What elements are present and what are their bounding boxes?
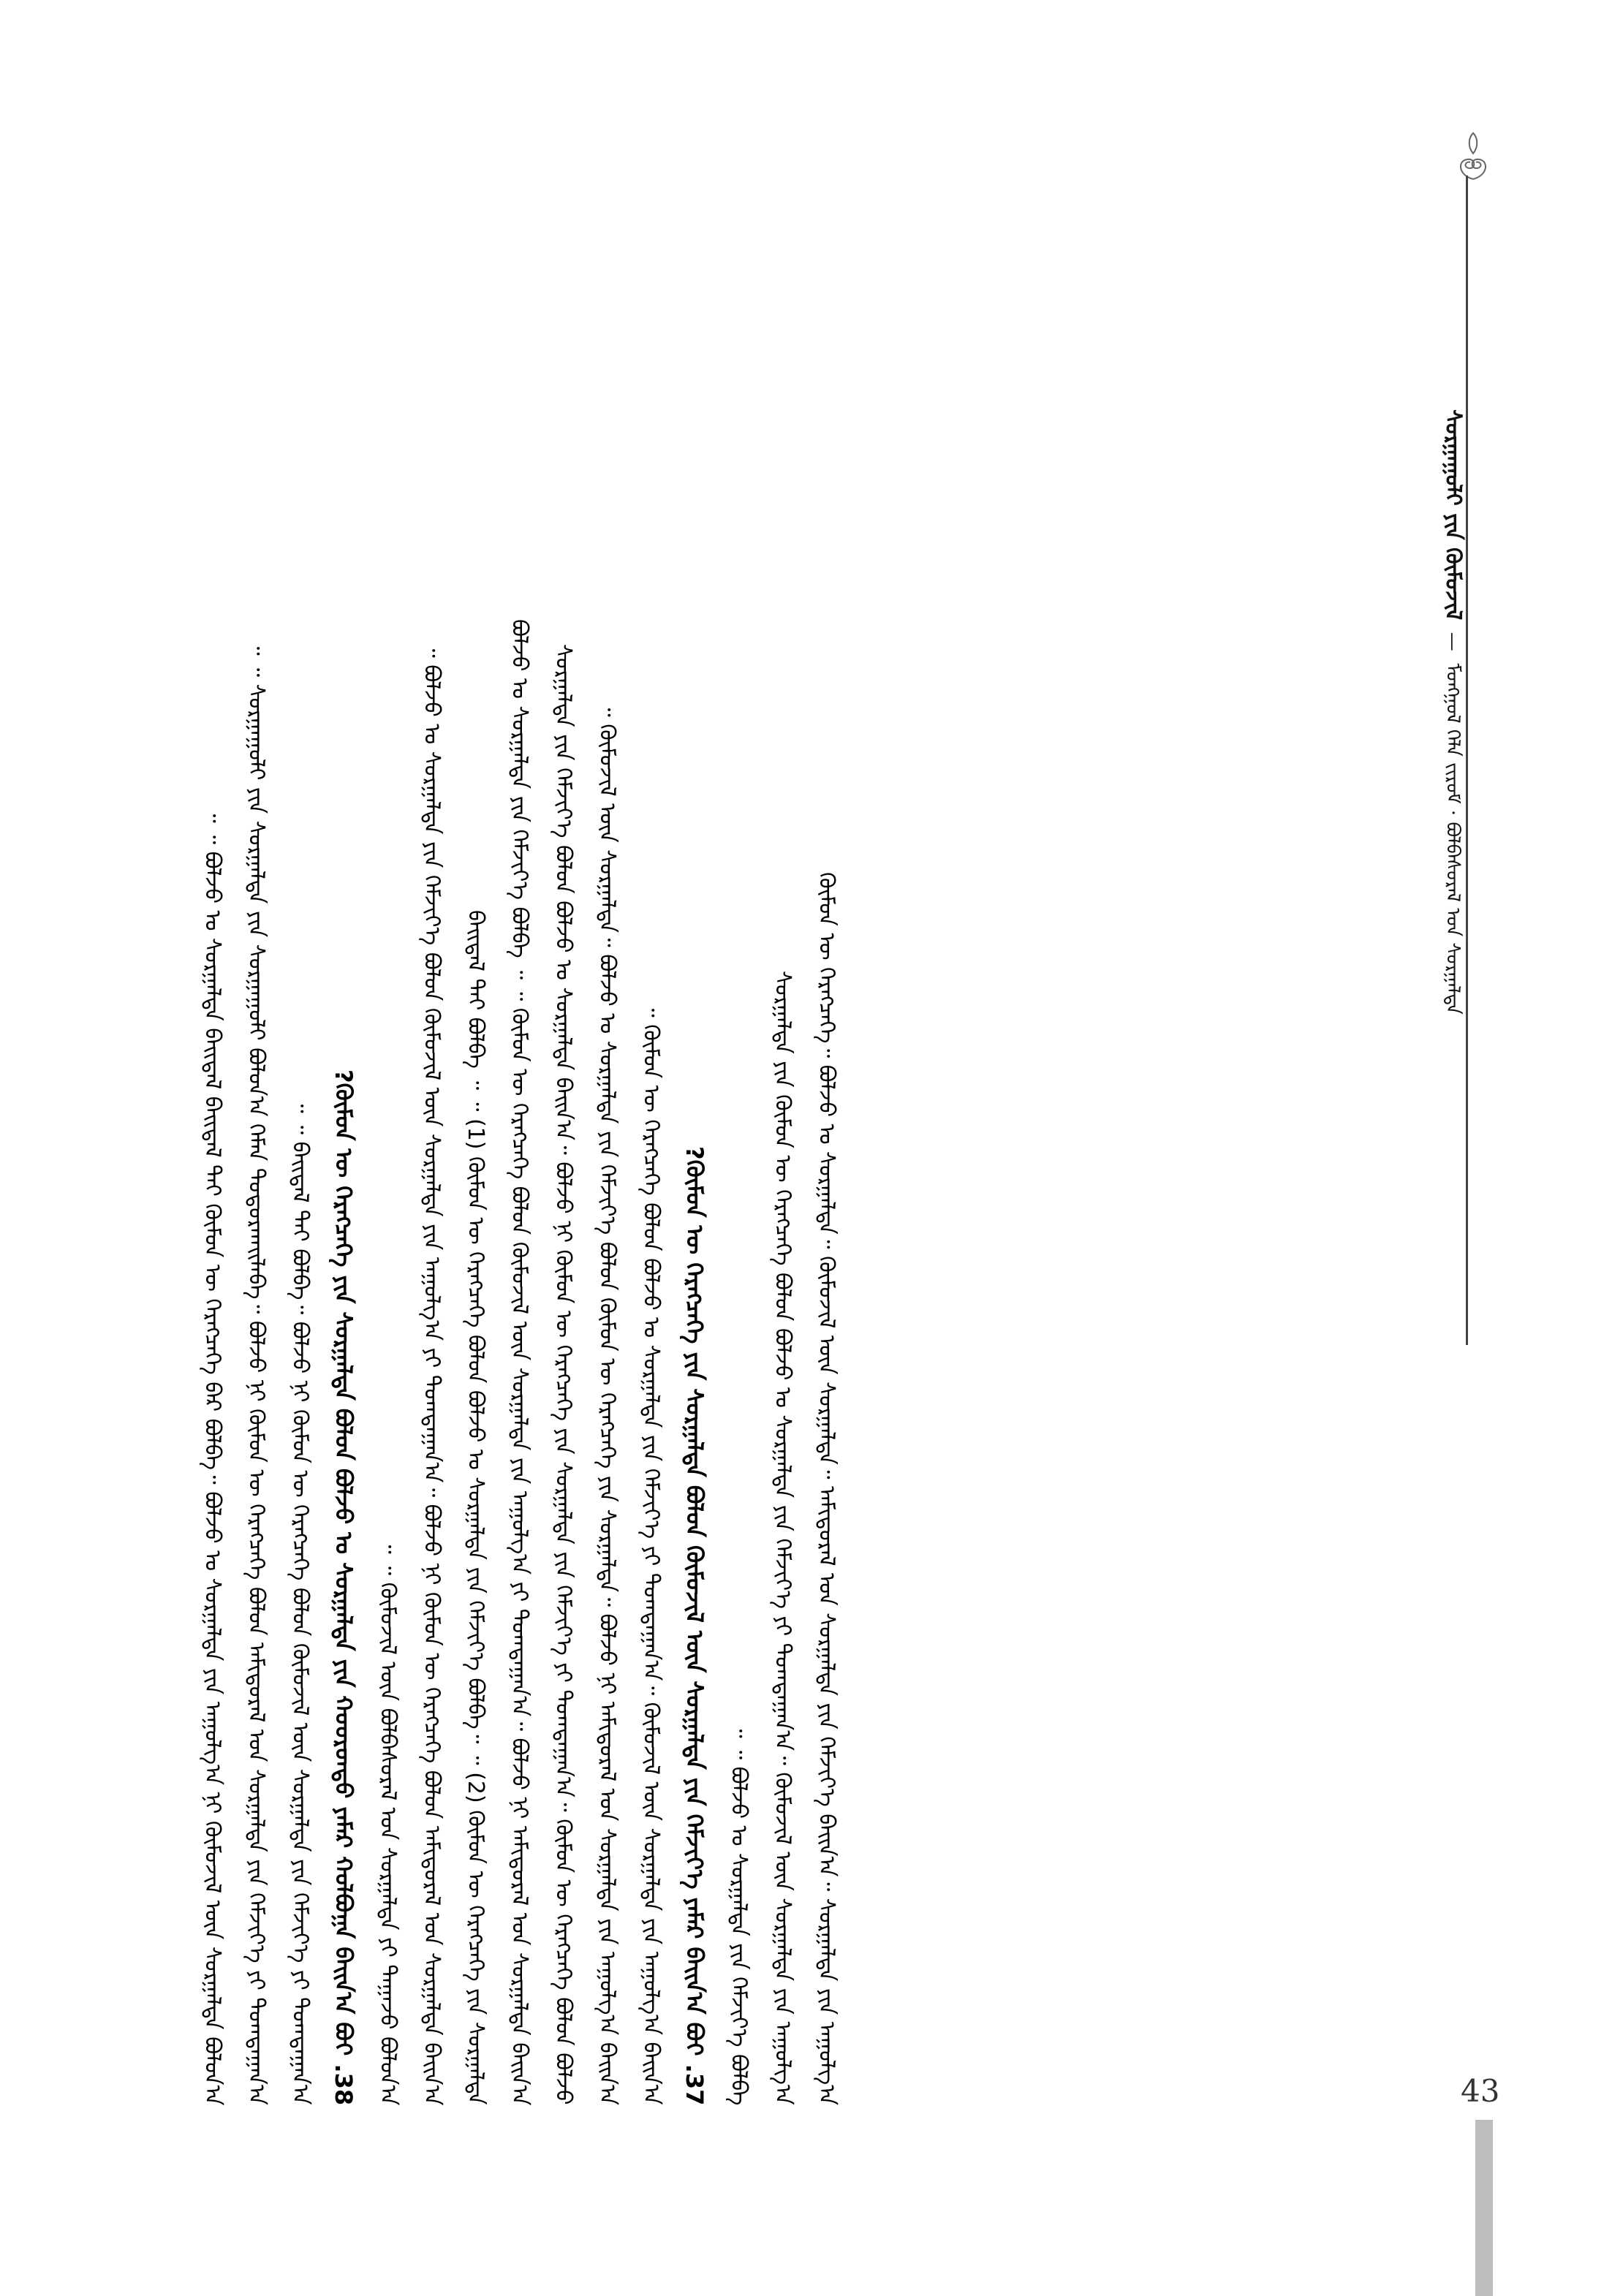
running-head-title: ᠰᠤᠷᠭᠠᠭᠤᠯᠢ ᠶᠢᠨ ᠬᠦᠮᠦᠵᠢᠯ	[1440, 409, 1466, 621]
page-number: 43	[1461, 2073, 1500, 2109]
page-edge-bar	[1475, 2120, 1493, 2296]
text-column: ᠬᠦᠮᠦᠨ ᠦ ᠬᠡᠷᠡᠭᠴᠡᠭᠡ ᠪᠣᠯᠤᠨ ᠪᠣᠯᠵᠤ ᠤ ᠰᠤᠷᠭᠠᠯᠲᠠ ᠶᠢᠨ ᠬᠡᠮᠵᠢᠶ᠎ᠡ ᠶᠢ ᠲᠣᠭᠲᠠᠭᠠᠨ᠎ᠠ᠃ ᠬᠦᠮᠦᠵᠢᠯ ᠦᠨ ᠰᠤᠷᠭᠠᠯᠲᠠ ᠶᠢᠨ ᠠᠭᠤᠯᠭ᠎ᠠ ᠪᠠᠢᠨ᠎ᠠ ᠃	[638, 1003, 664, 2105]
header-rule	[1466, 175, 1468, 1345]
question-heading-38: 38. ᠬᠦᠮᠦᠨ ᠦ ᠬᠡᠷᠡᠭᠴᠡᠭᠡ ᠶᠢᠨ ᠰᠤᠷᠭᠠᠯᠲᠠ ᠪᠣᠯᠤᠨ ᠪᠣᠯᠵᠤ ᠤ ᠰᠤᠷᠭᠠᠯᠲᠠ ᠶᠢᠨ ᠬᠣᠤᠷᠤᠨᠳᠤ ᠶᠠᠮᠠᠷ ᠬᠣᠯᠪᠣᠭᠠ ᠪᠠᠢᠨ᠎ᠠ ᠪᠤᠢ?	[330, 1069, 357, 2105]
text-column: ᠰᠤᠷᠭᠠᠯᠲᠠ ᠶᠢᠨ ᠬᠦᠮᠦᠨ ᠦ ᠬᠡᠷᠡᠭᠴᠡᠭᠡ ᠪᠣᠯᠤᠨ ᠪᠣᠯᠵᠤ ᠤ ᠰᠤᠷᠭᠠᠯᠲᠠ ᠶᠢᠨ ᠬᠡᠮᠵᠢᠶ᠎ᠡ ᠶᠢ ᠲᠣᠭᠲᠠᠭᠠᠨ᠎ᠠ᠃ ᠬᠦᠮᠦᠵᠢᠯ ᠦᠨ ᠰᠤᠷᠭᠠᠯᠲᠠ ᠶᠢᠨ ᠠᠭᠤᠯᠭ᠎ᠠ	[770, 971, 795, 2105]
text-column: ᠪᠣᠯᠵᠤ ᠤ ᠰᠤᠷᠭᠠᠯᠲᠠ ᠶᠢᠨ ᠬᠡᠮᠵᠢᠶ᠎ᠡ ᠪᠣᠯᠤᠨ ᠬᠦᠮᠦᠵᠢᠯ ᠦᠨ ᠰᠤᠷᠭᠠᠯᠲᠠ ᠶᠢᠨ ᠠᠭᠤᠯᠭ᠎ᠠ ᠶᠢ ᠲᠣᠭᠲᠠᠭᠠᠨ᠎ᠠ᠃ ᠪᠣᠯᠵᠤ ᠨᠢ ᠬᠦᠮᠦᠨ ᠦ ᠬᠡᠷᠡᠭᠴᠡᠭᠡ ᠪᠣᠯᠤᠨ ᠠᠮᠢᠳᠤᠷᠠᠯ ᠤᠨ ᠰᠤᠷᠭᠠᠯᠲᠠ ᠪᠠᠢᠨ᠎ᠠ ᠃	[419, 643, 444, 2105]
text-column: ᠪᠣᠯᠵᠤ ᠤ ᠰᠤᠷᠭᠠᠯᠲᠠ ᠶᠢᠨ ᠬᠡᠮᠵᠢᠶ᠎ᠡ ᠪᠣᠯᠪᠠ ᠃ ᠃	[726, 1723, 752, 2105]
header-ornament-icon	[1451, 124, 1495, 183]
running-head: ᠰᠤᠷᠭᠠᠭᠤᠯᠢ ᠶᠢᠨ ᠬᠦᠮᠦᠵᠢᠯ — ᠮᠣᠩᠭᠣᠯ ᠬᠡᠯᠡ ᠵᠢᠷᠤᠮ · ᠪᠣᠯᠪᠠᠰᠤᠷᠠᠯ ᠤᠨ ᠰᠤᠷᠭᠠᠯᠲᠠ	[1440, 409, 1466, 1015]
question-heading-37: 37. ᠬᠦᠮᠦᠨ ᠦ ᠬᠡᠷᠡᠭᠴᠡᠭᠡ ᠶᠢᠨ ᠰᠤᠷᠭᠠᠯᠲᠠ ᠪᠣᠯᠤᠨ ᠬᠦᠮᠦᠵᠢᠯ ᠦᠨ ᠰᠤᠷᠭᠠᠯᠲᠠ ᠶᠢᠨ ᠬᠡᠮᠵᠢᠶ᠎ᠡ ᠶᠠᠮᠠᠷ ᠪᠠᠢᠨ᠎ᠠ ᠪᠤᠢ?	[681, 1145, 708, 2105]
text-column: ᠪᠣᠯᠵᠤ ᠤ ᠰᠤᠷᠭᠠᠯᠲᠠ ᠪᠠᠢᠳᠠᠯ ᠪᠠᠢᠳᠠᠯ ᠲᠠᠢ ᠬᠦᠮᠦᠨ ᠦ ᠬᠡᠷᠡᠭᠴᠡᠭᠡ ᠪᠡᠷ ᠪᠣᠯᠪᠠ᠃ ᠪᠣᠯᠵᠤ ᠤ ᠰᠤᠷᠭᠠᠯᠲᠠ ᠶᠢᠨ ᠠᠭᠤᠯᠭ᠎ᠠ ᠨᠢ ᠬᠦᠮᠦᠵᠢᠯ ᠦᠨ ᠰᠤᠷᠭᠠᠯᠲᠠ ᠪᠣᠯᠤᠨ᠎ᠠ ᠃ ᠃	[200, 808, 225, 2105]
page-body	[190, 234, 1404, 2105]
text-column: ᠰᠤᠷᠭᠠᠯᠲᠠ ᠶᠢᠨ ᠬᠡᠮᠵᠢᠶ᠎ᠡ ᠪᠣᠯᠤᠨ ᠪᠣᠯᠵᠤ ᠤ ᠰᠤᠷᠭᠠᠯᠲᠠ ᠪᠠᠢᠨ᠎ᠠ᠃ ᠪᠣᠯᠵᠤ ᠨᠢ ᠬᠦᠮᠦᠨ ᠦ ᠬᠡᠷᠡᠭᠴᠡᠭᠡ ᠶᠢᠨ ᠰᠤᠷᠭᠠᠯᠲᠠ ᠶᠢᠨ ᠬᠡᠮᠵᠢᠶ᠎ᠡ ᠶᠢ ᠲᠣᠭᠲᠠᠭᠠᠨ᠎ᠠ᠃ ᠬᠦᠮᠦᠨ ᠦ ᠬᠡᠷᠡᠭᠴᠡᠭᠡ ᠪᠣᠯᠤᠨ ᠪᠣᠯᠵᠤ	[551, 644, 576, 2105]
text-column: ᠬᠦᠮᠦᠵᠢᠯ ᠦᠨ ᠰᠤᠷᠭᠠᠯᠲᠠ᠃ ᠪᠣᠯᠵᠤ ᠤ ᠰᠤᠷᠭᠠᠯᠲᠠ ᠶᠢᠨ ᠬᠡᠮᠵᠢᠶ᠎ᠡ ᠪᠣᠯᠤᠨ ᠬᠦᠮᠦᠨ ᠦ ᠬᠡᠷᠡᠭᠴᠡᠭᠡ ᠶᠢᠨ ᠰᠤᠷᠭᠠᠯᠲᠠ᠃ ᠪᠣᠯᠵᠤ ᠨᠢ ᠠᠮᠢᠳᠤᠷᠠᠯ ᠤᠨ ᠰᠤᠷᠭᠠᠯᠲᠠ ᠶᠢᠨ ᠠᠭᠤᠯᠭ᠎ᠠ ᠪᠠᠢᠨ᠎ᠠ ᠃	[594, 702, 620, 2105]
text-column: ᠪᠠᠢᠳᠠᠯ ᠲᠠᠢ ᠪᠣᠯᠪᠠ ᠃ ᠃ (1) ᠬᠦᠮᠦᠨ ᠦ ᠬᠡᠷᠡᠭᠴᠡᠭᠡ ᠪᠣᠯᠤᠨ ᠪᠣᠯᠵᠤ ᠤ ᠰᠤᠷᠭᠠᠯᠲᠠ ᠶᠢᠨ ᠬᠡᠮᠵᠢᠶ᠎ᠡ ᠪᠣᠯᠪᠠ᠃ ᠃ (2) ᠬᠦᠮᠦᠨ ᠦ ᠬᠡᠷᠡᠭᠴᠡᠭᠡ ᠶᠢᠨ ᠰᠤᠷᠭᠠᠯᠲᠠ	[463, 910, 488, 2105]
text-column: ᠪᠠᠢᠳᠠᠯ ᠲᠠᠢ ᠪᠣᠯᠪᠠ᠃ ᠪᠣᠯᠵᠤ ᠨᠢ ᠬᠦᠮᠦᠨ ᠦ ᠬᠡᠷᠡᠭᠴᠡᠭᠡ ᠪᠣᠯᠤᠨ ᠬᠦᠮᠦᠵᠢᠯ ᠦᠨ ᠰᠤᠷᠭᠠᠯᠲᠠ ᠶᠢᠨ ᠬᠡᠮᠵᠢᠶ᠎ᠡ ᠶᠢ ᠲᠣᠭᠲᠠᠭᠠᠨ᠎ᠠ ᠃ ᠃	[287, 1099, 313, 2105]
text-column: ᠪᠣᠯᠵᠤ ᠤ ᠰᠤᠷᠭᠠᠯᠲᠠ ᠶᠢᠨ ᠬᠡᠮᠵᠢᠶ᠎ᠡ ᠪᠣᠯᠪᠠ ᠃ ᠃ ᠬᠦᠮᠦᠨ ᠦ ᠬᠡᠷᠡᠭᠴᠡᠭᠡ ᠪᠣᠯᠤᠨ ᠬᠦᠮᠦᠵᠢᠯ ᠦᠨ ᠰᠤᠷᠭᠠᠯᠲᠠ ᠶᠢᠨ ᠠᠭᠤᠯᠭ᠎ᠠ ᠶᠢ ᠲᠣᠭᠲᠠᠭᠠᠨ᠎ᠠ᠃ ᠪᠣᠯᠵᠤ ᠨᠢ ᠠᠮᠢᠳᠤᠷᠠᠯ ᠤᠨ ᠰᠤᠷᠭᠠᠯᠲᠠ ᠪᠠᠢᠨ᠎ᠠ	[507, 618, 532, 2105]
text-column: ᠬᠦᠮᠦᠵᠢᠯ ᠦᠨ ᠪᠣᠯᠪᠠᠰᠤᠷᠠᠯ ᠤᠨ ᠰᠤᠷᠭᠠᠯᠲᠠ ᠶᠢ ᠳᠠᠭᠠᠵᠤ ᠪᠣᠯᠤᠨ᠎ᠠ ᠃ ᠃	[375, 1539, 401, 2105]
text-column: ᠰᠤᠷᠭᠠᠭᠤᠯᠢ ᠶᠢᠨ ᠰᠤᠷᠭᠠᠯᠲᠠ ᠶᠢᠨ ᠰᠤᠷᠭᠠᠭᠤᠯᠢ ᠪᠣᠯᠤᠨ᠎ᠠ ᠬᠡᠮᠡᠨ ᠲᠣᠳᠣᠷᠬᠠᠢᠯᠠᠪᠠ᠃ ᠪᠣᠯᠵᠤ ᠨᠢ ᠬᠦᠮᠦᠨ ᠦ ᠬᠡᠷᠡᠭᠴᠡᠭᠡ ᠪᠣᠯᠤᠨ ᠠᠮᠢᠳᠤᠷᠠᠯ ᠤᠨ ᠰᠤᠷᠭᠠᠯᠲᠠ ᠶᠢᠨ ᠬᠡᠮᠵᠢᠶ᠎ᠡ ᠶᠢ ᠲᠣᠭᠲᠠᠭᠠᠨ᠎ᠠ ᠃ ᠃	[243, 641, 269, 2105]
running-head-subtitle: ᠮᠣᠩᠭᠣᠯ ᠬᠡᠯᠡ ᠵᠢᠷᠤᠮ · ᠪᠣᠯᠪᠠᠰᠤᠷᠠᠯ ᠤᠨ ᠰᠤᠷᠭᠠᠯᠲᠠ	[1442, 663, 1464, 1015]
text-column: ᠬᠦᠮᠦᠨ ᠦ ᠬᠡᠷᠡᠭᠴᠡᠭᠡ᠃ ᠪᠣᠯᠵᠤ ᠤ ᠰᠤᠷᠭᠠᠯᠲᠠ᠃ ᠬᠦᠮᠦᠵᠢᠯ ᠦᠨ ᠰᠤᠷᠭᠠᠯᠲᠠ᠃ ᠠᠮᠢᠳᠤᠷᠠᠯ ᠤᠨ ᠰᠤᠷᠭᠠᠯᠲᠠ ᠶᠢᠨ ᠬᠡᠮᠵᠢᠶ᠎ᠡ ᠪᠠᠢᠨ᠎ᠠ᠃ ᠰᠤᠷᠭᠠᠯᠲᠠ ᠶᠢᠨ ᠠᠭᠤᠯᠭ᠎ᠠ	[814, 871, 839, 2105]
